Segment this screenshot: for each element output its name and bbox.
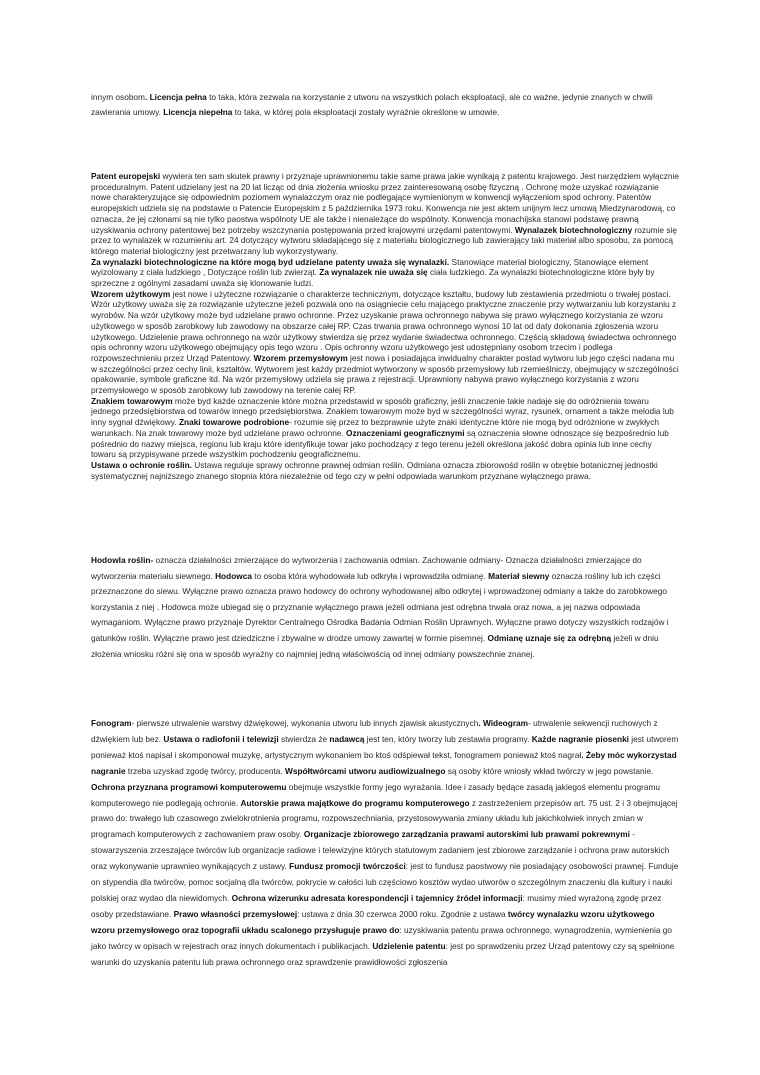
bold-term: Wynalazek biotechnologiczny — [514, 224, 633, 235]
paragraph — [91, 396, 679, 460]
bold-term: Ochrona przyznana programowi komputerowemu — [91, 781, 287, 792]
text-block-patent — [91, 171, 679, 481]
bold-term: Ustawa o radiofonii i telewizji — [163, 733, 279, 744]
text-block-licencja — [91, 90, 679, 120]
text-block-fonogram — [91, 716, 679, 971]
bold-term: twórcy wynalazku wzoru użytkowego wzoru przemysłowego oraz topografii układu scalonego przysługuje prawo do — [91, 908, 655, 935]
bold-term: . Wideogram — [478, 718, 529, 728]
bold-term: Organizacje zbiorowego zarządzania prawami autorskimi lub prawami pokrewnymi — [303, 829, 630, 840]
text-run: jest nowa i posiadająca inwidualny charakter postad wytworu lub jego części nadana mu w szczególności przez cechy linii, kształtów. Wytworem jest każdy przedmiot wytworzony w sposób przemysłowy lub rzemieślniczy, obejmujący w szczególności opakowanie, symbole graficzne itd. Na wzór przemysłowy udziela się prawa z rejestracji. Uprawniony nabywa prawo wyłącznego korzystania z wzoru przemysłowego w sposób zarobkowy lub zawodowy na terenie całej RP. — [91, 352, 679, 396]
bold-term: Materiał siewny — [488, 570, 550, 581]
text-run: - stowarzyszenia zrzeszające twórców lub organizacje radiowe i telewizyjne których statutowym zadaniem jest zbiorowe zarządzanie i ochrona praw autorskich oraz wykonywanie uprawnieo wynikających z ustawy. — [91, 829, 670, 872]
text-run: : ustawa z dnia 30 czerwca 2000 roku. Zgodnie z ustawa — [297, 908, 508, 919]
text-run: : jest to fundusz paostwowy nie posiadający osobowości prawnej. Funduje on stypendia dla twórców, pomoc socjalną dla twórców, pokrycie w całości lub częściowo kosztów wydao utworów o szczególnym znaczeniu dla kultury i nauki polskiej oraz wydao dla niewidomych. — [91, 861, 679, 903]
bold-term: Za wynalazek nie uważa się — [319, 267, 428, 278]
bold-term: Hodowla roślin- — [91, 555, 154, 565]
bold-term: Fonogram — [91, 718, 132, 728]
bold-term: Oznaczeniami geograficznymi — [346, 427, 465, 438]
bold-term: Wzorem przemysłowym — [253, 352, 348, 363]
bold-term: Patent europejski — [91, 171, 161, 181]
text-run: to taka, w której pola eksploatacji zostały wyraźnie określone w umowie. — [232, 107, 500, 118]
bold-term: . Żeby móc wykorzystad nagranie — [91, 749, 677, 776]
text-run: są osoby które wniosły wkład twórczy w jego powstanie. — [445, 765, 654, 776]
bold-term: Za wynalazki biotechnologiczne na które mogą byd udzielane patenty uważa się wynalazki. — [91, 256, 450, 267]
text-run: stwierdza że — [278, 733, 330, 744]
text-run: jest nowe i użyteczne rozwiązanie o charakterze technicznym, dotyczące kształtu, budowy lub zestawienia przedmiotu o trwałej postaci. Wzór użytkowy uważa się za rozwiązanie użyteczne jeżeli pozwala ono na osiągniecie celu mającego praktyczne znaczenie przy wytwarzaniu lub korzystaniu z wyrobów. Na wzór użytkowy może byd udzielane prawo ochronne. Przez uzyskanie prawa ochronnego nabywa się prawo wyłącznego korzystania ze wzoru użytkowego w sposób zarobkowy lub zawodowy na obszarze całej RP. Czas trwania prawa ochronnego wynosi 10 lat od daty dokonania zgłoszenia wzoru użytkowego. Udzielenie prawa ochronnego na wzór użytkowy stwierdza się przez wydanie świadectwa ochronnego. Częścią składową świadectwa ochronnego opis ochronny wzoru użytkowego obejmujący opis tego wzoru . Opis ochronny wzoru użytkowego jest udostępniany osobom trzecim i podlega rozpowszechnieniu przez Urząd Patentowy. — [91, 288, 677, 363]
bold-term: Znaki towarowe podrobione — [178, 417, 290, 428]
text-run: jest ten, który tworzy lub zestawia programy. — [364, 733, 532, 744]
bold-term: Fundusz promocji twórczości — [289, 861, 406, 872]
paragraph — [91, 90, 679, 120]
text-run: oznacza działalności zmierzające do wytworzenia i zachowania odmian. Zachowanie odmiany- Oznacza działalności zmierzające do wytworzenia materiału siewnego. — [91, 555, 642, 581]
text-block-hodowla — [91, 553, 679, 662]
bold-term: Ustawa o ochronie roślin. — [91, 459, 192, 470]
bold-term: Hodowca — [215, 570, 252, 581]
text-run: może byd każde oznaczenie które można przedstawid w sposób graficzny, jeśli znaczenie takie nadaje się do odróżnienia towaru jednego przedsiębiorstwa od towarów innego przedsiębiorstwa. Znakiem towarowym może byd w szczególności wyraz, rysunek, ornament a także melodia lub inny sygnał dźwiękowy. — [91, 395, 674, 428]
bold-term: Współtwórcami utworu audiowizualnego — [285, 765, 446, 776]
text-run: jest utworem ponieważ ktoś napisał i skomponował muzykę, artystycznym wykonaniem bo ktoś odśpiewał tekst, fonogramem ponieważ ktoś nagrał — [91, 733, 679, 760]
text-run: obejmuje wszystkie formy jego wyrażania. Idee i zasady będące zasadą jakiegoś elementu programu komputerowego nie podlegają ochronie. — [91, 781, 661, 808]
text-run: : musimy mied wyrażoną zgodę przez osoby przedstawiane. — [91, 892, 662, 919]
paragraph — [91, 460, 679, 481]
bold-term: nadawcą — [329, 733, 365, 744]
text-run: - pierwsze utrwalenie warstwy dźwiękowej, wykonania utworu lub innych zjawisk akustycznych — [131, 718, 479, 728]
bold-term: Autorskie prawa majątkowe do programu komputerowego — [240, 797, 470, 808]
text-run: Ustawa reguluje sprawy ochronne prawnej odmian roślin. Odmiana oznacza zbiorowośd roślin w obrębie botanicznej jednostki systematycznej najniższego znanego stopnia która niezależnie od tego czy w pełni odpowiada warunkom przyznane wyłącznego prawa. — [91, 459, 658, 481]
paragraph — [91, 171, 679, 257]
text-run: ciała ludzkiego. Za wynalazki biotechnologiczne które były by sprzeczne z ogólnymi zasadami uważa się klonowanie ludzi. — [91, 267, 655, 289]
text-run: : uzyskiwania patentu prawa ochronnego, wynagrodzenia, wymienienia go jako twórcy w opisach w rejestrach oraz innych dokumentach i publikacjach. — [91, 924, 672, 951]
bold-term: Licencja niepełna — [163, 107, 233, 118]
text-run: to osoba która wyhodowała lub odkryła i wprowadziła odmianę. — [251, 570, 489, 581]
text-run: oznacza rośliny lub ich części przeznaczone do siewu. Wyłączne prawo oznacza prawo hodowcy do ochrony wyhodowanej albo odkrytej i wprowadzonej odmiany a także do zarobkowego korzystania z niej . Hodowca może ubiegad się o przyznanie wyłącznego prawa jeżeli odmiana jest odrębna trwała oraz nowa, a jej nazwa odpowiada wymaganiom. Wyłączne prawo przyznaje Dyrektor Centralnego Ośrodka Badania Odmian Roślin Uprawnych. Wyłączne prawo dotyczy wszystkich rodzajów i gatunków roślin. Wyłączne prawo jest dziedziczne i zbywalne w drodze umowy zawartej w formie pisemnej. — [91, 570, 669, 643]
text-run: rozumie się przez to wynalazek w rozumieniu art. 24 dotyczący wytworu składającego się z materiału biologicznego lub zawierający taki materiał albo sposobu, za pomocą którego materiał biologiczny jest przetwarzany lub wykorzystywany. — [91, 224, 677, 256]
bold-term: Ochrona wizerunku adresata korespondencji i tajemnicy źródeł informacji — [231, 892, 523, 903]
text-run: są oznaczenia słowne odnoszące się bezpośrednio lub pośrednio do nazwy miejsca, regionu lub kraju które identyfikuje towar jako pochodzący z tego terenu jeżeli określona jakość dobra opinia lub inne cechy towaru są przypisywane przede wszystkim pochodzeniu geograficznemu. — [91, 427, 669, 460]
bold-term: Znakiem towarowym — [91, 395, 173, 406]
text-run: - utrwalenie sekwencji ruchowych z dźwiękiem lub bez. — [91, 718, 658, 744]
paragraph — [91, 289, 679, 396]
paragraph — [91, 716, 679, 971]
text-run: innym osobom — [91, 92, 145, 102]
bold-term: . Licencja pełna — [144, 92, 207, 102]
bold-term: Udzielenie patentu — [372, 940, 446, 951]
bold-term: Odmianę uznaje się za odrębną — [487, 632, 612, 643]
paragraph — [91, 553, 679, 662]
bold-term: Prawo własności przemysłowej — [173, 908, 298, 919]
bold-term: Wzorem użytkowym — [91, 288, 171, 299]
text-run: jeżeli w dniu złożenia wniosku różni się ona w sposób wyraźny co najmniej jedną właściwością od innej odmiany powszechnie znanej. — [91, 632, 659, 659]
text-run: trzeba uzyskad zgodę twórcy, producenta. — [125, 765, 286, 776]
text-run: : jest po sprawdzeniu przez Urząd patentowy czy są spełnione warunki do uzyskania patentu lub prawa ochronnego oraz sprawdzenie prawidłowości zgłoszenia — [91, 940, 675, 967]
text-run: - rozumie się przez to bezprawnie użyte znaki identyczne które nie mogą byd odróżnione w zwykłych warunkach. Na znak towarowy może byd udzielane prawo ochronne. — [91, 417, 659, 438]
paragraph — [91, 257, 679, 289]
text-run: Stanowiące materiał biologiczny, Stanowiące element wyizolowany z ciała ludzkiego , Dotyczące roślin lub zwierząt. — [91, 256, 649, 278]
text-run: wywiera ten sam skutek prawny i przyznaje uprawnionemu takie same prawa jakie wynikają z patentu krajowego. Jest narzędziem wyłącznie proceduralnym. Patent udzielany jest na 20 lat licząc od dnia złożenia wniosku przez zainteresowaną osobę fizyczną . Ochronę może uzyskać rozwiązanie nowe charakteryzujące się odpowiednim poziomem wynalazczym oraz nie podlegające wymienionym w konwencji wyłączeniom spod ochrony. Patentów europejskich udziela się na podstawie o Patencie Europejskim z 5 października 1973 roku. Konwencja nie jest aktem unijnym lecz umową Miedzynarodową, co oznacza, że jej członami są nie tylko paostwa wspólnoty UE ale także i nienależące do wspólnoty. Konwencja monachijska stanowi podstawę prawną uzyskiwania ochrony patentowej bez potrzeby wszczynania postępowania przed krajowymi urzędami patentowymi. — [91, 171, 679, 235]
bold-term: Każde nagranie piosenki — [531, 733, 629, 744]
text-run: z zastrzeżeniem przepisów art. 75 ust. 2 i 3 obejmującej prawo do: trwałego lub czasowego zwielokrotnienia programu, rozpowszechniania, przystosowywania zmiany układu lub jakichkolwiek innych zmian w programach komputerowych z zachowaniem praw osoby. — [91, 797, 678, 840]
text-run: to taka, która zezwala na korzystanie z utworu na wszystkich polach eksploatacji, ale co ważne, jedynie znanych w chwili zawierania umowy. — [91, 92, 653, 118]
